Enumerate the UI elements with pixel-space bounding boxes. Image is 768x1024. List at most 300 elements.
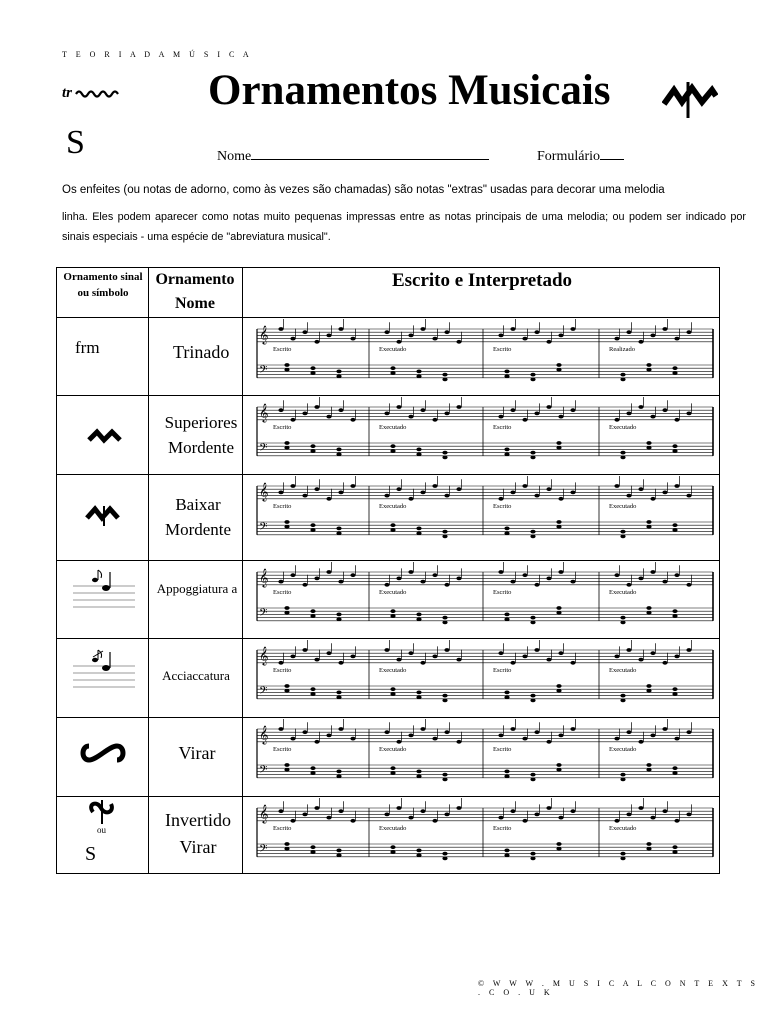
note-head <box>444 730 449 734</box>
row-name-appoggiatura: Appoggiatura a <box>156 581 238 596</box>
bass-note-head <box>646 842 651 846</box>
note-head <box>326 651 331 655</box>
note-head <box>444 412 449 416</box>
note-head <box>674 418 679 422</box>
note-head <box>444 583 449 587</box>
note-head <box>662 661 667 665</box>
note-head <box>314 806 319 810</box>
bass-note-head <box>284 689 289 693</box>
bass-note-head <box>672 444 677 448</box>
bass-note-head <box>336 370 341 374</box>
bass-clef: 𝄢 <box>259 685 268 700</box>
bass-note-head <box>530 852 535 856</box>
bass-note-head <box>504 370 509 374</box>
treble-clef: 𝄞 <box>259 403 269 422</box>
bass-note-head <box>442 852 447 856</box>
bass-note-head <box>390 366 395 370</box>
note-head <box>626 583 631 587</box>
note-head <box>432 484 437 488</box>
note-head <box>686 648 691 652</box>
score-label: Executado <box>379 666 407 674</box>
bass-note-head <box>530 378 535 382</box>
or-text: ou <box>97 825 106 835</box>
note-head <box>674 484 679 488</box>
bass-note-head <box>416 853 421 857</box>
note-head <box>384 813 389 817</box>
bass-note-head <box>504 695 509 699</box>
bass-note-head <box>504 849 509 853</box>
form-field[interactable] <box>537 147 624 165</box>
score-label: Executado <box>609 423 637 431</box>
score-label: Escrito <box>273 502 292 510</box>
score-label: Escrito <box>493 502 512 510</box>
bass-note-head <box>442 616 447 620</box>
treble-clef: 𝄞 <box>259 482 269 501</box>
bass-note-head <box>530 621 535 625</box>
row-name-trill: Trinado <box>173 342 230 362</box>
bass-note-head <box>556 611 561 615</box>
bass-note-head <box>284 842 289 846</box>
note-head <box>614 484 619 488</box>
note-head <box>614 819 619 823</box>
note-head <box>338 491 343 495</box>
bass-note-head <box>284 520 289 524</box>
note-head <box>662 580 667 584</box>
note-head <box>674 737 679 741</box>
kicker-text: T E O R I A D A M Ú S I C A <box>62 50 253 59</box>
score-label: Realizado <box>609 345 635 353</box>
note-head <box>498 334 503 338</box>
note-head <box>546 577 551 581</box>
bass-note-head <box>556 763 561 767</box>
note-head <box>638 806 643 810</box>
note-head <box>420 809 425 813</box>
bass-note-head <box>504 774 509 778</box>
note-head <box>534 412 539 416</box>
note-head <box>674 573 679 577</box>
note-head <box>326 334 331 338</box>
note-head <box>522 337 527 341</box>
bass-note-head <box>336 853 341 857</box>
note-head <box>570 661 575 665</box>
score-label: Executado <box>609 588 637 596</box>
bass-note-head <box>530 530 535 534</box>
note-head <box>278 661 283 665</box>
row-name-upper-mordent: Superiores Mordente <box>164 413 238 457</box>
bass-note-head <box>504 691 509 695</box>
bass-note-head <box>620 699 625 703</box>
bass-note-head <box>620 621 625 625</box>
bass-note-head <box>442 773 447 777</box>
note-head <box>278 327 283 331</box>
note-head <box>432 819 437 823</box>
bass-note-head <box>672 523 677 527</box>
bass-note-head <box>556 446 561 450</box>
bass-note-head <box>504 448 509 452</box>
bass-note-head <box>390 449 395 453</box>
bass-note-head <box>336 374 341 378</box>
bass-note-head <box>310 692 315 696</box>
bass-note-head <box>646 684 651 688</box>
treble-clef: 𝄞 <box>259 725 269 744</box>
note-head <box>432 737 437 741</box>
bass-note-head <box>672 371 677 375</box>
bass-note-head <box>504 452 509 456</box>
score-label: Executado <box>609 666 637 674</box>
bass-note-head <box>416 527 421 531</box>
bass-note-head <box>646 441 651 445</box>
note-head <box>290 655 295 659</box>
bass-clef: 𝄢 <box>259 843 268 858</box>
bass-note-head <box>416 613 421 617</box>
bass-note-head <box>310 366 315 370</box>
bass-note-head <box>310 771 315 775</box>
bass-note-head <box>504 853 509 857</box>
bass-note-head <box>646 763 651 767</box>
bass-note-head <box>504 770 509 774</box>
note-head <box>626 648 631 652</box>
bass-note-head <box>390 845 395 849</box>
bass-note-head <box>556 441 561 445</box>
bass-note-head <box>442 621 447 625</box>
intro-paragraph: linha. Eles podem aparecer como notas muito pequenas impressas entre as notas principais de uma melodia; ou podem ser indicado por sinais especiais - uma espécie de "abreviatura musical". <box>62 211 746 243</box>
note-head <box>558 497 563 501</box>
note-head <box>350 337 355 341</box>
bass-note-head <box>504 527 509 531</box>
note-head <box>534 583 539 587</box>
name-field[interactable] <box>217 147 489 165</box>
score-label: Executado <box>609 824 637 832</box>
note-head <box>456 740 461 744</box>
note-head <box>686 412 691 416</box>
bass-note-head <box>620 852 625 856</box>
note-head <box>510 491 515 495</box>
bass-note-head <box>310 528 315 532</box>
bass-note-head <box>646 768 651 772</box>
score-label: Escrito <box>493 666 512 674</box>
bass-note-head <box>390 850 395 854</box>
bass-note-head <box>416 695 421 699</box>
bass-note-head <box>284 684 289 688</box>
bass-note-head <box>530 535 535 539</box>
bass-note-head <box>620 773 625 777</box>
note-head <box>650 334 655 338</box>
bass-note-head <box>530 773 535 777</box>
note-head <box>408 497 413 501</box>
note-head <box>338 727 343 731</box>
score-label: Escrito <box>493 588 512 596</box>
bass-note-head <box>442 373 447 377</box>
bass-note-head <box>530 857 535 861</box>
bass-note-head <box>530 616 535 620</box>
appoggiatura-icon <box>73 568 135 612</box>
score-label: Executado <box>379 502 407 510</box>
bass-note-head <box>336 448 341 452</box>
name-line[interactable] <box>251 147 489 160</box>
note-head <box>384 648 389 652</box>
turn-icon <box>79 740 127 766</box>
bass-note-head <box>530 699 535 703</box>
footer-url: © W W W . M U S I C A L C O N T E X T S . C O . U K <box>478 979 759 997</box>
note-head <box>290 484 295 488</box>
bass-note-head <box>336 531 341 535</box>
bass-note-head <box>416 774 421 778</box>
note-head <box>638 740 643 744</box>
bass-note-head <box>390 528 395 532</box>
note-head <box>614 418 619 422</box>
score-label: Escrito <box>273 423 292 431</box>
note-head <box>626 330 631 334</box>
note-head <box>302 730 307 734</box>
bass-note-head <box>416 452 421 456</box>
note-head <box>290 737 295 741</box>
note-head <box>534 494 539 498</box>
bass-note-head <box>646 689 651 693</box>
note-head <box>626 813 631 817</box>
note-head <box>522 484 527 488</box>
lower-mordent-icon <box>662 80 718 120</box>
bass-note-head <box>390 692 395 696</box>
note-head <box>510 727 515 731</box>
bass-note-head <box>556 363 561 367</box>
note-head <box>408 415 413 419</box>
note-head <box>534 813 539 817</box>
note-head <box>510 327 515 331</box>
bass-note-head <box>646 606 651 610</box>
note-head <box>302 813 307 817</box>
bass-note-head <box>504 613 509 617</box>
note-head <box>510 661 515 665</box>
note-head <box>314 487 319 491</box>
note-head <box>314 658 319 662</box>
note-head <box>444 813 449 817</box>
note-head <box>384 494 389 498</box>
note-head <box>570 327 575 331</box>
lower-mordent-icon <box>85 504 123 528</box>
note-head <box>456 405 461 409</box>
note-head <box>456 487 461 491</box>
upper-mordent-icon <box>87 428 123 444</box>
col-header-written: Escrito e Interpretado <box>391 270 573 291</box>
bass-note-head <box>390 609 395 613</box>
note-head <box>302 583 307 587</box>
note-head <box>674 819 679 823</box>
note-head <box>638 340 643 344</box>
score-label: Executado <box>609 502 637 510</box>
bass-note-head <box>284 847 289 851</box>
note-head <box>444 648 449 652</box>
note-head <box>510 809 515 813</box>
note-head <box>338 327 343 331</box>
bass-note-head <box>390 771 395 775</box>
bass-note-head <box>556 847 561 851</box>
note-head <box>614 337 619 341</box>
note-head <box>326 570 331 574</box>
note-head <box>326 816 331 820</box>
note-head <box>456 340 461 344</box>
bass-note-head <box>310 766 315 770</box>
note-head <box>546 340 551 344</box>
bass-note-head <box>504 531 509 535</box>
treble-clef: 𝄞 <box>259 325 269 344</box>
note-head <box>326 415 331 419</box>
note-head <box>570 491 575 495</box>
note-head <box>350 655 355 659</box>
note-head <box>546 405 551 409</box>
bass-note-head <box>672 449 677 453</box>
note-head <box>498 734 503 738</box>
note-head <box>302 494 307 498</box>
bass-note-head <box>416 374 421 378</box>
note-head <box>662 727 667 731</box>
inverted-turn-icon <box>87 798 117 826</box>
note-head <box>570 580 575 584</box>
bass-note-head <box>620 694 625 698</box>
bass-note-head <box>672 692 677 696</box>
note-head <box>384 330 389 334</box>
bass-note-head <box>310 371 315 375</box>
bass-note-head <box>310 687 315 691</box>
bass-note-head <box>646 847 651 851</box>
note-head <box>408 334 413 338</box>
note-head <box>314 405 319 409</box>
note-head <box>396 806 401 810</box>
bass-note-head <box>310 845 315 849</box>
bass-note-head <box>620 456 625 460</box>
form-label: Formulário <box>537 149 600 164</box>
bass-note-head <box>620 857 625 861</box>
note-head <box>278 580 283 584</box>
bass-note-head <box>672 366 677 370</box>
note-head <box>534 330 539 334</box>
note-head <box>338 408 343 412</box>
bass-note-head <box>390 614 395 618</box>
music-notation <box>243 317 721 874</box>
bass-note-head <box>390 766 395 770</box>
note-head <box>686 730 691 734</box>
score-label: Escrito <box>493 423 512 431</box>
s-symbol-text: S <box>85 843 97 865</box>
bass-note-head <box>530 451 535 455</box>
note-head <box>498 570 503 574</box>
tr-wavy-icon <box>62 82 120 102</box>
note-head <box>278 491 283 495</box>
bass-note-head <box>336 617 341 621</box>
note-head <box>350 484 355 488</box>
bass-note-head <box>556 525 561 529</box>
score-label: Escrito <box>273 745 292 753</box>
form-line[interactable] <box>600 147 624 160</box>
page-title: Ornamentos Musicais <box>208 67 611 114</box>
note-head <box>278 408 283 412</box>
note-head <box>314 340 319 344</box>
bass-note-head <box>504 374 509 378</box>
bass-note-head <box>620 451 625 455</box>
bass-note-head <box>390 687 395 691</box>
note-head <box>498 816 503 820</box>
note-head <box>614 573 619 577</box>
note-head <box>522 819 527 823</box>
bass-note-head <box>646 363 651 367</box>
note-head <box>290 418 295 422</box>
note-head <box>498 651 503 655</box>
note-head <box>396 577 401 581</box>
note-head <box>662 408 667 412</box>
note-head <box>570 408 575 412</box>
treble-clef: 𝄞 <box>259 804 269 823</box>
note-head <box>546 487 551 491</box>
bass-note-head <box>336 691 341 695</box>
bass-note-head <box>336 613 341 617</box>
bass-note-head <box>284 441 289 445</box>
bass-note-head <box>646 520 651 524</box>
note-head <box>396 405 401 409</box>
note-head <box>420 327 425 331</box>
note-head <box>626 730 631 734</box>
bass-note-head <box>442 530 447 534</box>
score-label: Executado <box>379 588 407 596</box>
bass-note-head <box>672 687 677 691</box>
note-head <box>408 816 413 820</box>
bass-note-head <box>672 609 677 613</box>
acciaccatura-icon <box>73 648 135 692</box>
note-head <box>420 661 425 665</box>
bass-note-head <box>416 849 421 853</box>
bass-note-head <box>336 774 341 778</box>
bass-note-head <box>672 771 677 775</box>
row-name-lower-mordent: Baixar Mordente <box>164 495 232 539</box>
col-header-symbol: Ornamento sinal ou símbolo <box>63 271 143 299</box>
bass-note-head <box>646 611 651 615</box>
note-head <box>534 648 539 652</box>
score-label: Executado <box>609 745 637 753</box>
intro-line-1: Os enfeites (ou notas de adorno, como às vezes são chamadas) são notas "extras" usadas para decorar uma melodia <box>62 184 665 196</box>
bass-note-head <box>310 523 315 527</box>
note-head <box>432 655 437 659</box>
note-head <box>432 418 437 422</box>
bass-clef: 𝄢 <box>259 521 268 536</box>
note-head <box>650 816 655 820</box>
col-header-name: Ornamento Nome <box>155 271 235 312</box>
bass-note-head <box>556 520 561 524</box>
bass-note-head <box>284 363 289 367</box>
note-head <box>444 330 449 334</box>
note-head <box>650 734 655 738</box>
bass-note-head <box>284 768 289 772</box>
note-head <box>456 577 461 581</box>
note-head <box>396 658 401 662</box>
note-head <box>650 570 655 574</box>
bass-note-head <box>530 373 535 377</box>
bass-note-head <box>442 535 447 539</box>
note-head <box>408 734 413 738</box>
bass-note-head <box>284 368 289 372</box>
note-head <box>302 412 307 416</box>
score-label: Escrito <box>273 666 292 674</box>
note-head <box>638 577 643 581</box>
score-label: Escrito <box>273 345 292 353</box>
note-head <box>350 737 355 741</box>
note-head <box>510 408 515 412</box>
note-head <box>408 570 413 574</box>
score-label: Executado <box>379 745 407 753</box>
note-head <box>650 651 655 655</box>
bass-note-head <box>416 770 421 774</box>
bass-note-head <box>310 614 315 618</box>
bass-clef: 𝄢 <box>259 764 268 779</box>
note-head <box>498 415 503 419</box>
note-head <box>290 819 295 823</box>
